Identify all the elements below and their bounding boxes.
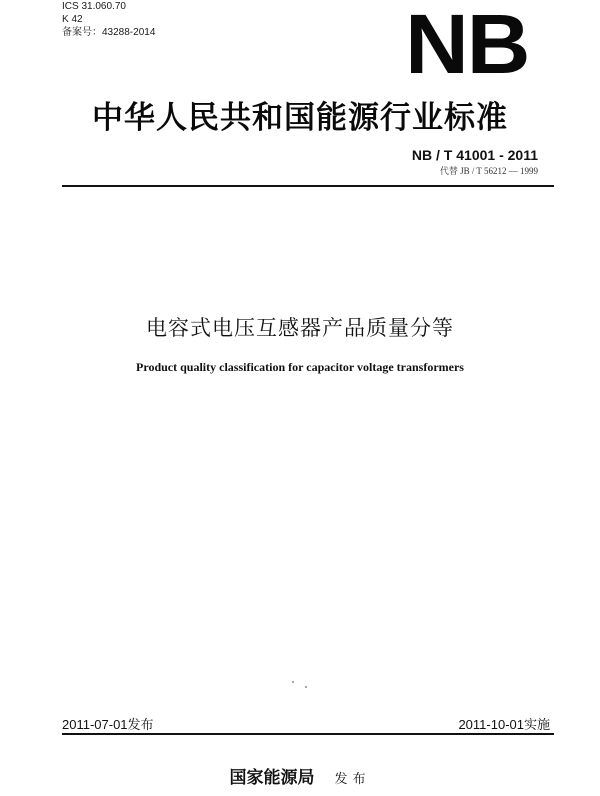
document-title-chinese: 电容式电压互感器产品质量分等 — [146, 316, 454, 340]
filing-number: 备案号：43288-2014 — [62, 27, 156, 38]
replaces-standard: 代替 JB / T 56212 — 1999 — [439, 166, 538, 176]
class-code: K 42 — [62, 14, 83, 25]
publisher-name: 国家能源局 — [229, 768, 315, 788]
implementation-date: 2011-10-01实施 — [458, 717, 550, 732]
scan-speck — [292, 681, 294, 683]
issue-date: 2011-07-01发布 — [62, 717, 154, 732]
organization-title: 中华人民共和国能源行业标准 — [92, 100, 508, 136]
top-divider — [62, 185, 554, 187]
nb-logo: NB — [404, 0, 528, 91]
ics-code: ICS 31.060.70 — [62, 1, 126, 12]
publish-label: 发布 — [334, 772, 371, 787]
classification-block — [62, 0, 155, 39]
standard-number: NB / T 41001 - 2011 — [411, 147, 538, 163]
scan-speck — [305, 686, 307, 688]
bottom-divider — [62, 733, 554, 735]
publisher-line — [0, 763, 600, 788]
document-title-english: Product quality classification for capacitor voltage transformers — [136, 360, 464, 374]
